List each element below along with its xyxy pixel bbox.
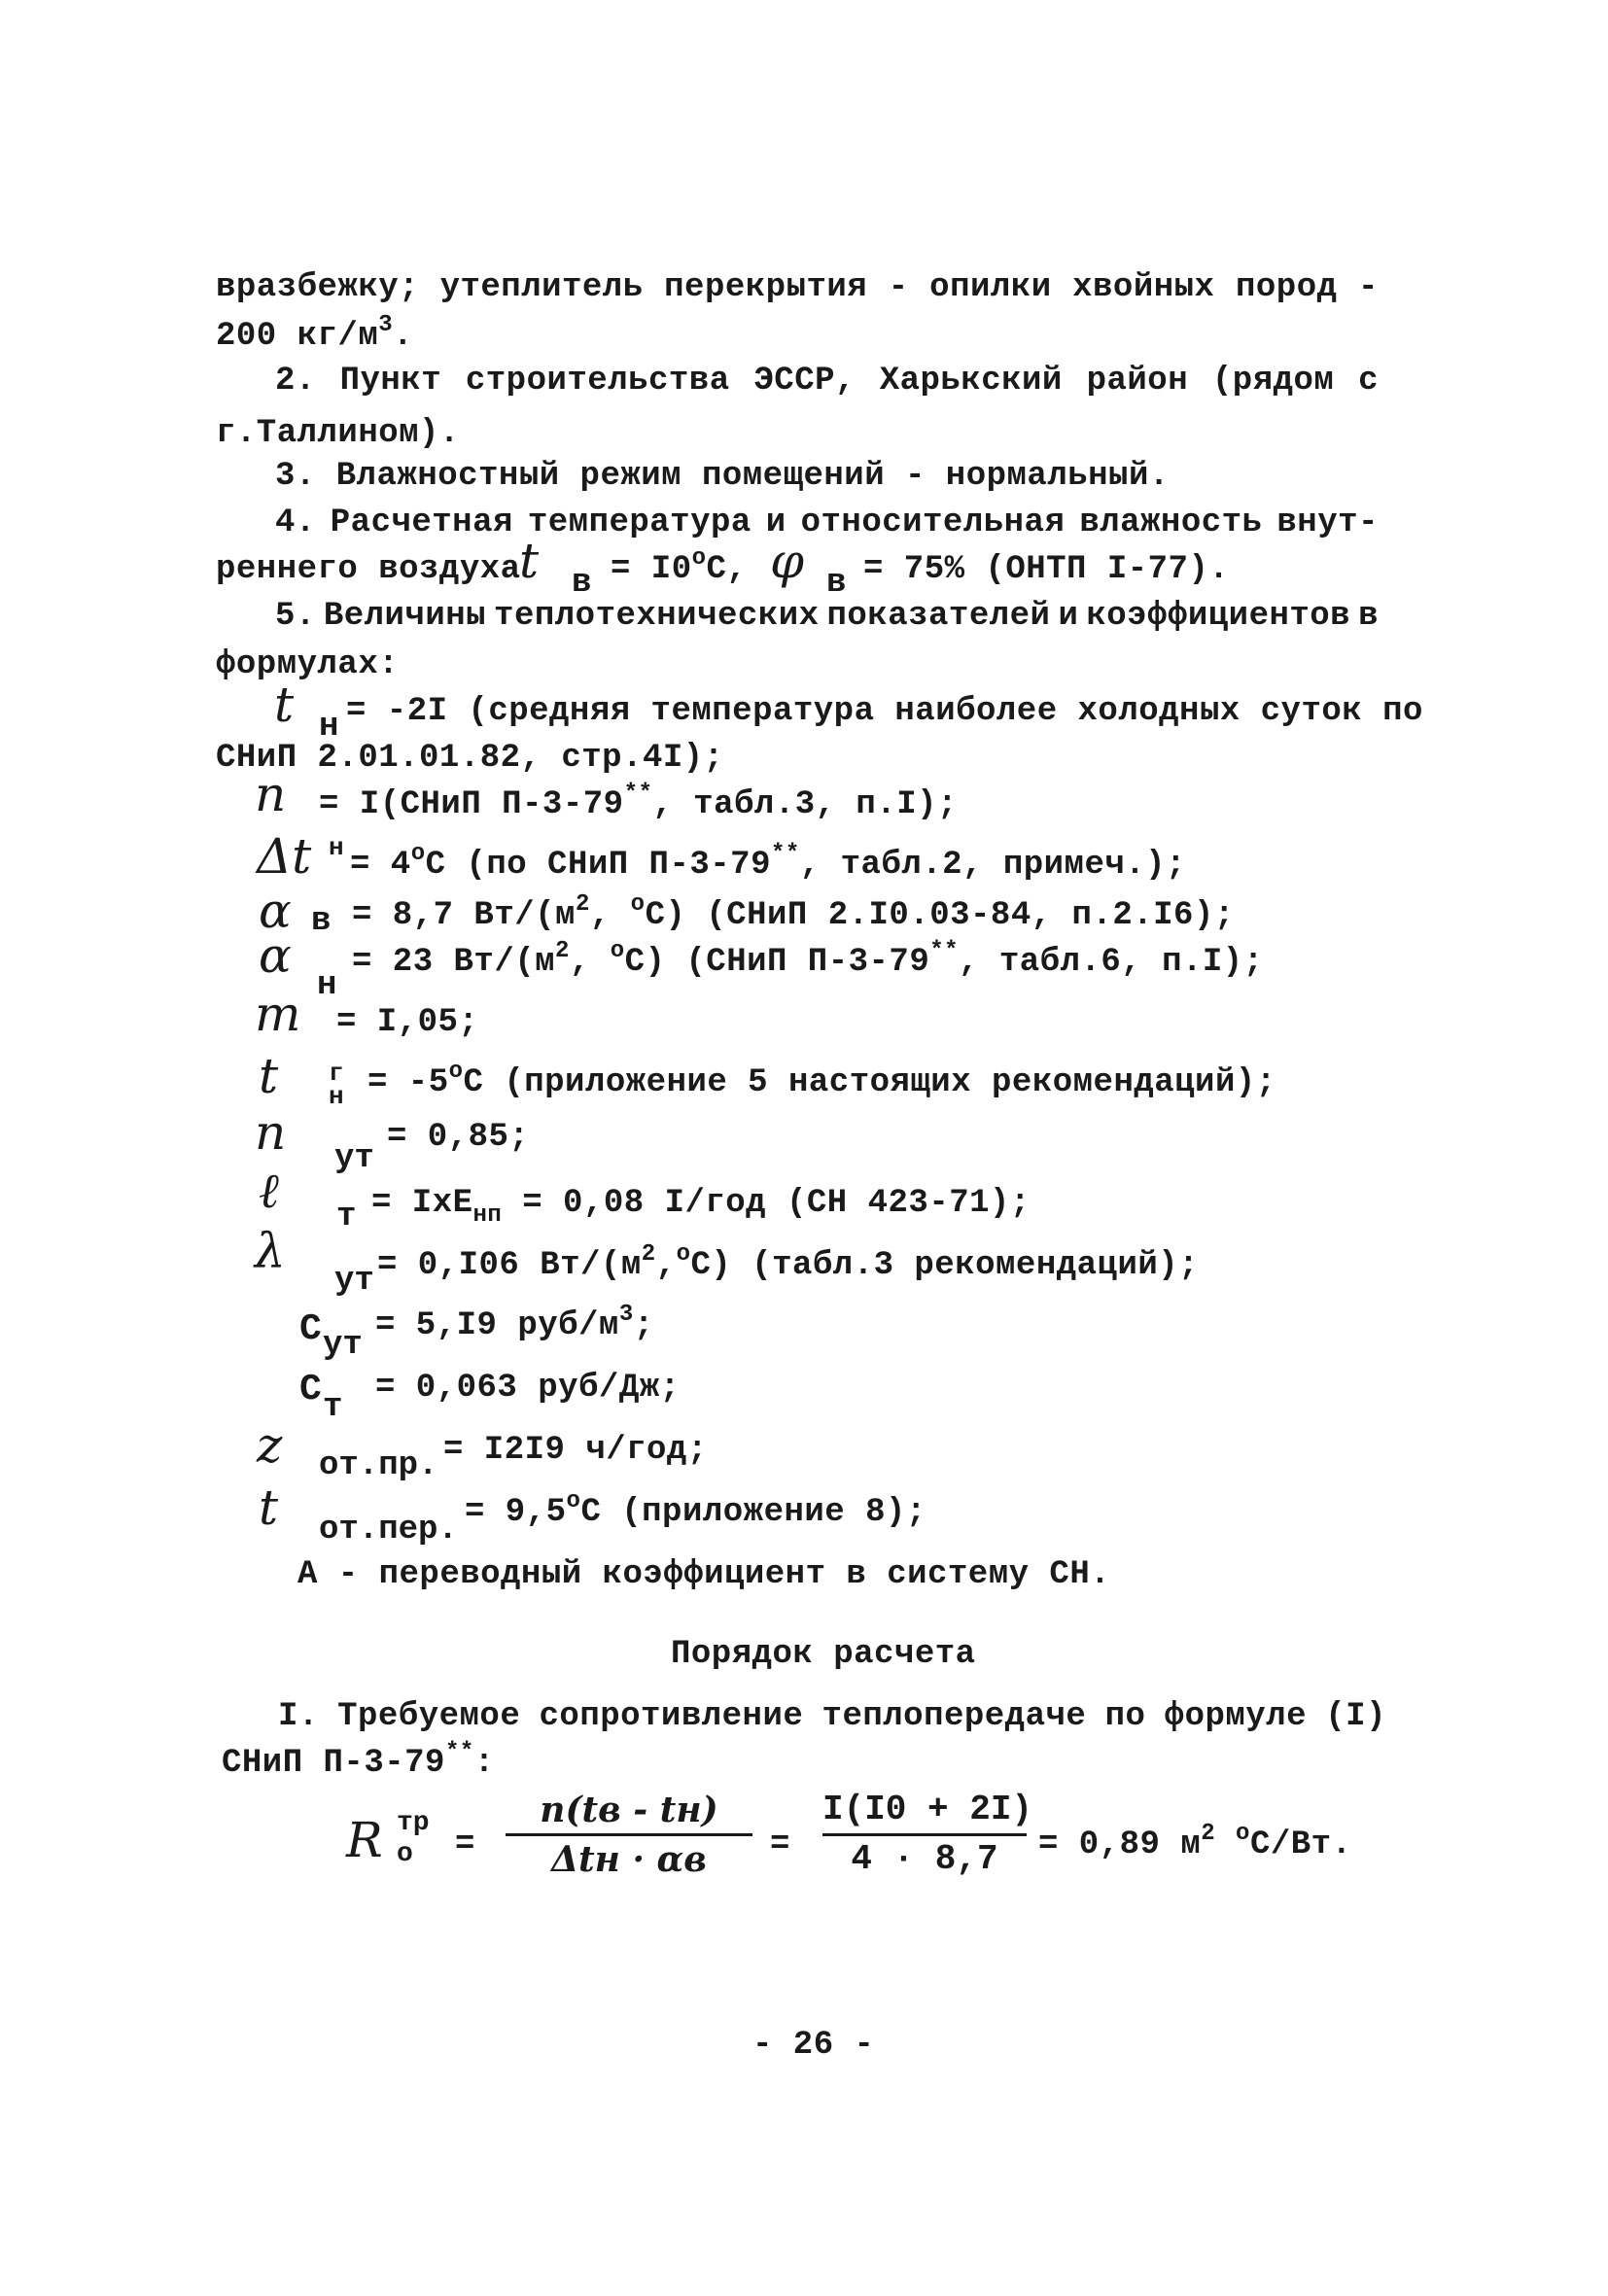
- item-4-line-1-word: и: [765, 504, 787, 541]
- alpha-n-stars: **: [929, 938, 960, 964]
- formula-eq-1: =: [455, 1826, 475, 1863]
- alpha-v-deg: o: [630, 891, 646, 918]
- formula-fraction-2-num: I(I0 + 2I): [822, 1790, 1033, 1829]
- lambda-text: [377, 1241, 1200, 1288]
- alpha-n-sup: 2: [555, 938, 570, 964]
- calc-step-1-line-1-word: по: [1104, 1698, 1146, 1735]
- alpha-n-text-d: , табл.6, п.I);: [959, 944, 1264, 981]
- item-4-phi-symbol: φ: [770, 533, 805, 589]
- formula-fraction-2-den: 4 · 8,7: [851, 1839, 998, 1879]
- item-4-air-label: реннего воздуха: [216, 551, 521, 588]
- formula-fraction-1-num: n(tв - tн): [540, 1790, 718, 1830]
- intro-line-1-word: -: [1358, 269, 1379, 306]
- item-5-line-1-word: теплотехнических: [494, 598, 820, 635]
- tg-symbol: t: [259, 1048, 279, 1104]
- item-2-line-1-word: ЭССР,: [753, 363, 856, 400]
- intro-line-1-word: пород: [1235, 269, 1338, 306]
- l-t-text: [371, 1184, 1031, 1229]
- dt-text-a: = 4: [350, 847, 411, 884]
- tg-text-b: C (приложение 5 настоящих рекомендаций);: [463, 1064, 1276, 1101]
- tg-sub: н: [329, 1082, 344, 1111]
- l-t-symbol: ℓ: [259, 1163, 279, 1219]
- formula-r-sub: о: [397, 1839, 413, 1869]
- alpha-n-text-c: C) (СНиП П-3-79: [624, 944, 930, 981]
- formula-fraction-2-bar: [822, 1833, 1027, 1836]
- intro-line-2-end: .: [393, 318, 414, 355]
- tg-sup: г: [329, 1059, 344, 1088]
- n-stars: **: [623, 781, 653, 807]
- section-heading: Порядок расчета: [671, 1636, 976, 1673]
- l-t-text-b: = 0,08 I/год (СН 423-71);: [522, 1185, 1031, 1222]
- dt-text-b: C (по СНиП П-3-79: [425, 847, 771, 884]
- c-t-sub: т: [323, 1389, 343, 1426]
- dt-symbol: Δt: [257, 828, 312, 885]
- tg-text-a: = -5: [367, 1064, 449, 1101]
- item-5-line-1-word: в: [1358, 598, 1379, 635]
- alpha-n-text-a: = 23 Вт/(м: [352, 944, 556, 981]
- item-2-line-1-word: Пункт: [339, 363, 442, 400]
- item-4-t-symbol: t: [519, 533, 540, 589]
- dt-text-c: , табл.2, примеч.);: [799, 847, 1186, 884]
- item-2-line-2: г.Таллином).: [216, 415, 460, 452]
- alpha-v-text-a: = 8,7 Вт/(м: [352, 897, 576, 934]
- item-2-line-1-word: (рядом: [1211, 363, 1335, 400]
- formula-result: [1038, 1821, 1352, 1867]
- l-t-sub2: нп: [472, 1202, 503, 1229]
- item-4-phi-sub: в: [826, 565, 847, 602]
- z-symbol: z: [257, 1417, 283, 1474]
- t-op-sub: от.пер.: [319, 1512, 458, 1548]
- z-sub: от.пр.: [319, 1447, 438, 1484]
- item-2-line-1-word: Харькский: [879, 363, 1063, 400]
- c-t-symbol: C: [299, 1369, 323, 1410]
- lambda-sub: ут: [334, 1263, 374, 1300]
- lambda-text-c: C) (табл.3 рекомендаций);: [690, 1247, 1200, 1284]
- item-4-eq1: [611, 545, 748, 592]
- intro-line-1: [216, 268, 1379, 307]
- n-text-a: = I(СНиП П-3-79: [319, 786, 624, 823]
- intro-line-1-word: перекрытия: [664, 269, 868, 306]
- item-5-line-1-word: коэффициентов: [1086, 598, 1351, 635]
- lambda-sup: 2: [641, 1241, 656, 1268]
- item-5-line-1-word: и: [1058, 598, 1079, 635]
- n-text-b: , табл.3, п.I);: [652, 786, 958, 823]
- z-text: = I2I9 ч/год;: [443, 1432, 708, 1469]
- tg-text: [367, 1059, 1276, 1105]
- item-4-line-1-word: влажность: [1079, 504, 1263, 541]
- dt-deg: o: [410, 841, 426, 867]
- item-2-line-1: [275, 362, 1379, 400]
- m-text: = I,05;: [336, 1004, 479, 1041]
- alpha-v-text: [352, 891, 1235, 938]
- item-4-line-1: [275, 504, 1379, 542]
- intro-line-1-word: хвойных: [1072, 269, 1215, 306]
- calc-step-1-line-2: [222, 1739, 495, 1786]
- calc-step-1-line-1-word: формуле: [1164, 1698, 1307, 1735]
- item-2-line-1-word: 2.: [275, 363, 316, 400]
- item-5-line-1-word: 5.: [275, 598, 316, 635]
- t-op-deg: o: [566, 1488, 581, 1514]
- dt-text: [350, 841, 1186, 887]
- intro-line-1-word: опилки: [929, 269, 1052, 306]
- intro-line-2: [216, 312, 414, 359]
- item-4-eq1-text: = I0: [611, 551, 692, 588]
- item-4-deg: o: [691, 545, 707, 572]
- lambda-text-b: ,: [655, 1247, 677, 1284]
- tn-text-2: СНиП 2.01.01.82, стр.4I);: [216, 740, 724, 777]
- alpha-v-sup: 2: [575, 891, 590, 918]
- item-5-line-1-word: Величины: [323, 598, 487, 635]
- intro-line-1-word: вразбежку;: [216, 269, 420, 306]
- c-ut-sub: ут: [323, 1327, 363, 1364]
- calc-step-1-line-1-word: I.: [278, 1698, 319, 1735]
- formula-fraction-2: [822, 1789, 1033, 1881]
- dt-stars: **: [770, 841, 800, 867]
- t-op-text: [465, 1488, 926, 1535]
- item-2-line-1-word: строительства: [465, 363, 730, 400]
- calc-step-1-line-1-word: теплопередаче: [821, 1698, 1087, 1735]
- lambda-deg: o: [676, 1241, 691, 1268]
- calc-step-1-colon: :: [473, 1745, 495, 1782]
- item-4-c: C,: [706, 551, 748, 588]
- formula-fraction-1: [506, 1789, 752, 1881]
- formula-r-symbol: R: [346, 1812, 383, 1868]
- calc-step-1-line-1: [278, 1697, 1386, 1736]
- n-ut-sub: ут: [334, 1140, 374, 1177]
- intro-line-1-word: -: [888, 269, 909, 306]
- tn-text: = -2I (средняя температура наиболее холодных суток по: [346, 693, 1423, 730]
- alpha-n-text: [352, 938, 1264, 985]
- intro-line-2-sup: 3: [378, 312, 394, 338]
- n-ut-symbol: n: [255, 1104, 287, 1161]
- item-2-line-1-word: с: [1358, 363, 1379, 400]
- calc-step-1-line-2-text: СНиП П-3-79: [222, 1745, 445, 1782]
- alpha-n-text-b: ,: [569, 944, 590, 981]
- tn-symbol: t: [274, 677, 295, 733]
- c-ut-symbol: C: [299, 1308, 323, 1350]
- a-coefficient-text: A - переводный коэффициент в систему СН.: [297, 1556, 1111, 1593]
- c-ut-text-b: ;: [633, 1307, 654, 1344]
- m-symbol: m: [255, 986, 301, 1042]
- t-op-text-b: C (приложение 8);: [580, 1494, 926, 1531]
- tn-sub: н: [319, 709, 339, 746]
- item-4-line-2: [216, 550, 521, 589]
- formula-fraction-1-bar: [506, 1833, 752, 1836]
- formula-result-deg: o: [1236, 1821, 1250, 1847]
- formula-eq-2: =: [770, 1826, 790, 1863]
- item-5-line-1-word: показателей: [826, 598, 1051, 635]
- formula-r-sup: тр: [397, 1808, 430, 1838]
- formula-result-unit: C/Вт.: [1249, 1826, 1352, 1863]
- item-4-line-1-word: Расчетная: [330, 504, 513, 541]
- t-op-text-a: = 9,5: [465, 1494, 567, 1531]
- intro-line-2-text: 200 кг/м: [216, 318, 379, 355]
- dt-sup: н: [329, 833, 344, 862]
- item-4-t-sub: в: [572, 565, 592, 602]
- formula-result-sup: 2: [1201, 1821, 1216, 1847]
- item-4-line-1-word: относительная: [800, 504, 1066, 541]
- n-ut-text: = 0,85;: [387, 1119, 530, 1156]
- item-5-line-2: формулах:: [216, 646, 400, 683]
- tg-deg: o: [448, 1059, 464, 1085]
- alpha-v-symbol: α: [259, 883, 292, 939]
- calc-step-1-line-1-word: (I): [1325, 1698, 1386, 1735]
- item-5-line-1: [275, 597, 1379, 636]
- alpha-v-text-b: ,: [589, 897, 611, 934]
- calc-step-1-line-1-word: сопротивление: [539, 1698, 804, 1735]
- intro-line-1-word: утеплитель: [439, 269, 644, 306]
- c-ut-sup: 3: [618, 1302, 634, 1328]
- alpha-n-symbol: α: [259, 927, 292, 984]
- item-3: 3. Влажностный режим помещений - нормальный.: [275, 458, 1170, 495]
- t-op-symbol: t: [259, 1479, 279, 1536]
- lambda-symbol: λ: [255, 1223, 286, 1279]
- formula-fraction-1-den: Δtн · αв: [551, 1839, 707, 1880]
- item-4-eq2: = 75% (ОНТП I-77).: [863, 551, 1230, 588]
- n-symbol: n: [255, 766, 287, 822]
- alpha-n-sub: н: [317, 967, 337, 1004]
- calc-step-1-stars: **: [444, 1739, 474, 1765]
- alpha-v-text-c: C) (СНиП 2.I0.03-84, п.2.I6);: [645, 897, 1235, 934]
- item-4-line-1-word: 4.: [275, 504, 316, 541]
- item-4-line-1-word: температура: [527, 504, 752, 541]
- alpha-n-deg: o: [610, 938, 625, 964]
- lambda-text-a: = 0,I06 Вт/(м: [377, 1247, 642, 1284]
- c-ut-text: [375, 1302, 654, 1348]
- n-text: [319, 781, 958, 827]
- item-2-line-1-word: район: [1086, 363, 1189, 400]
- formula-result-text: = 0,89 м: [1038, 1826, 1202, 1863]
- alpha-v-sub: в: [311, 903, 332, 940]
- c-ut-text-a: = 5,I9 руб/м: [375, 1307, 619, 1344]
- item-4-line-1-word: внут-: [1276, 504, 1379, 541]
- page-number: - 26 -: [752, 2027, 875, 2064]
- l-t-text-a: = IxE: [371, 1185, 473, 1222]
- calc-step-1-line-1-word: Требуемое: [337, 1698, 521, 1735]
- l-t-sub: т: [336, 1199, 357, 1235]
- c-t-text: = 0,063 руб/Дж;: [375, 1370, 681, 1407]
